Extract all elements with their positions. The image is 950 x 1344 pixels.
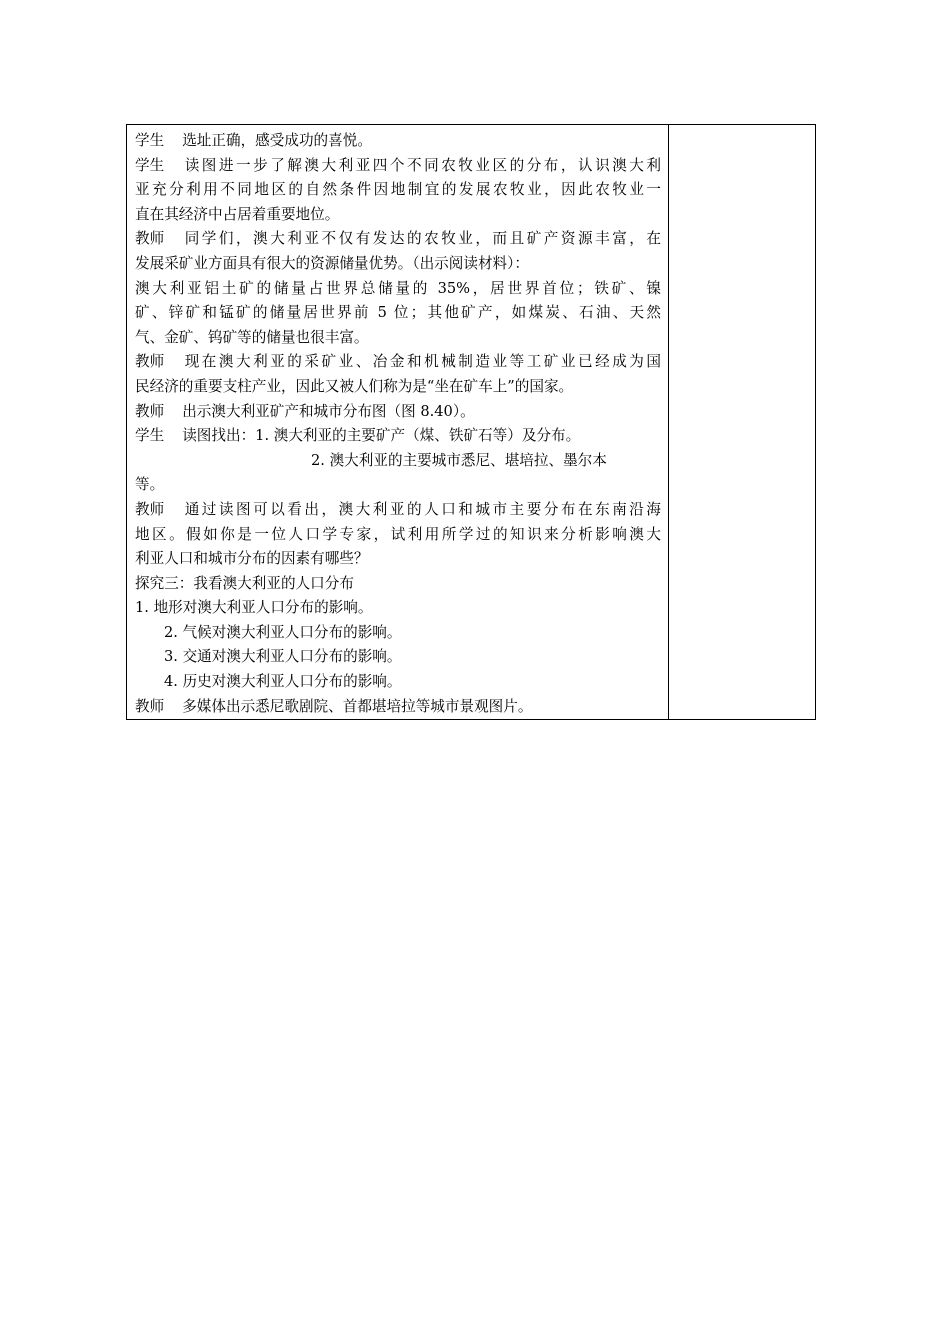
speaker-label: 学生 xyxy=(135,156,165,174)
text-line: 矿、锌矿和锰矿的储量居世界前 5 位；其他矿产，如煤炭、石油、天然 xyxy=(135,304,661,322)
speaker-label: 教师 xyxy=(135,697,165,715)
speaker-label: 学生 xyxy=(135,427,165,445)
text-line: 气、金矿、钨矿等的储量也很丰富。 xyxy=(135,328,369,346)
text-line: 亚充分利用不同地区的自然条件因地制宜的发展农牧业，因此农牧业一 xyxy=(135,181,661,199)
text-line xyxy=(135,129,661,154)
text-line: 地区。假如你是一位人口学专家，试利用所学过的知识来分析影响澳大 xyxy=(135,525,661,543)
text-line: 直在其经济中占居着重要地位。 xyxy=(135,205,340,223)
text-line: 澳大利亚铝土矿的储量占世界总储量的 35%，居世界首位；铁矿、镍 xyxy=(135,279,661,297)
text-line xyxy=(135,695,661,720)
line-text: 出示澳大利亚矿产和城市分布图（图 8.40）。 xyxy=(182,402,475,420)
text-line: 2. 澳大利亚的主要城市悉尼、堪培拉、墨尔本 xyxy=(311,451,607,469)
line-text: 通过读图可以看出，澳大利亚的人口和城市主要分布在东南沿海 xyxy=(182,500,661,518)
speaker-label: 教师 xyxy=(135,500,165,518)
text-line: 发展采矿业方面具有很大的资源储量优势。（出示阅读材料）： xyxy=(135,254,530,272)
speaker-label: 教师 xyxy=(135,353,165,371)
speaker-label: 学生 xyxy=(135,132,165,149)
line-text: 现在澳大利亚的采矿业、冶金和机械制造业等工矿业已经成为国 xyxy=(182,353,661,371)
text-line: 利亚人口和城市分布的因素有哪些？ xyxy=(135,550,369,568)
list-item: 1. 地形对澳大利亚人口分布的影响。 xyxy=(135,599,373,617)
line-text: 多媒体出示悉尼歌剧院、首都堪培拉等城市景观图片。 xyxy=(182,697,533,715)
line-text: 读图进一步了解澳大利亚四个不同农牧业区的分布，认识澳大利 xyxy=(182,156,661,174)
list-item: 2. 气候对澳大利亚人口分布的影响。 xyxy=(164,623,402,641)
list-item: 4. 历史对澳大利亚人口分布的影响。 xyxy=(164,673,402,691)
line-text: 同学们，澳大利亚不仅有发达的农牧业，而且矿产资源丰富，在 xyxy=(182,230,661,248)
speaker-label: 教师 xyxy=(135,230,165,248)
speaker-label: 教师 xyxy=(135,402,165,420)
text-line xyxy=(135,154,661,179)
notes-cell xyxy=(669,125,815,719)
text-line: 等。 xyxy=(135,476,165,494)
lesson-table xyxy=(126,124,816,720)
text-line xyxy=(135,227,661,252)
text-line xyxy=(135,498,661,523)
line-text: 选址正确，感受成功的喜悦。 xyxy=(182,132,372,149)
text-line xyxy=(135,400,661,425)
lesson-content-cell xyxy=(127,125,669,719)
text-line: 民经济的重要支柱产业，因此又被人们称为是“坐在矿车上”的国家。 xyxy=(135,377,574,395)
text-line xyxy=(135,350,661,375)
list-item: 3. 交通对澳大利亚人口分布的影响。 xyxy=(164,648,402,666)
line-text: 读图找出：1. 澳大利亚的主要矿产（煤、铁矿石等）及分布。 xyxy=(182,427,581,445)
section-heading: 探究三：我看澳大利亚的人口分布 xyxy=(135,574,354,592)
text-line xyxy=(135,424,661,449)
